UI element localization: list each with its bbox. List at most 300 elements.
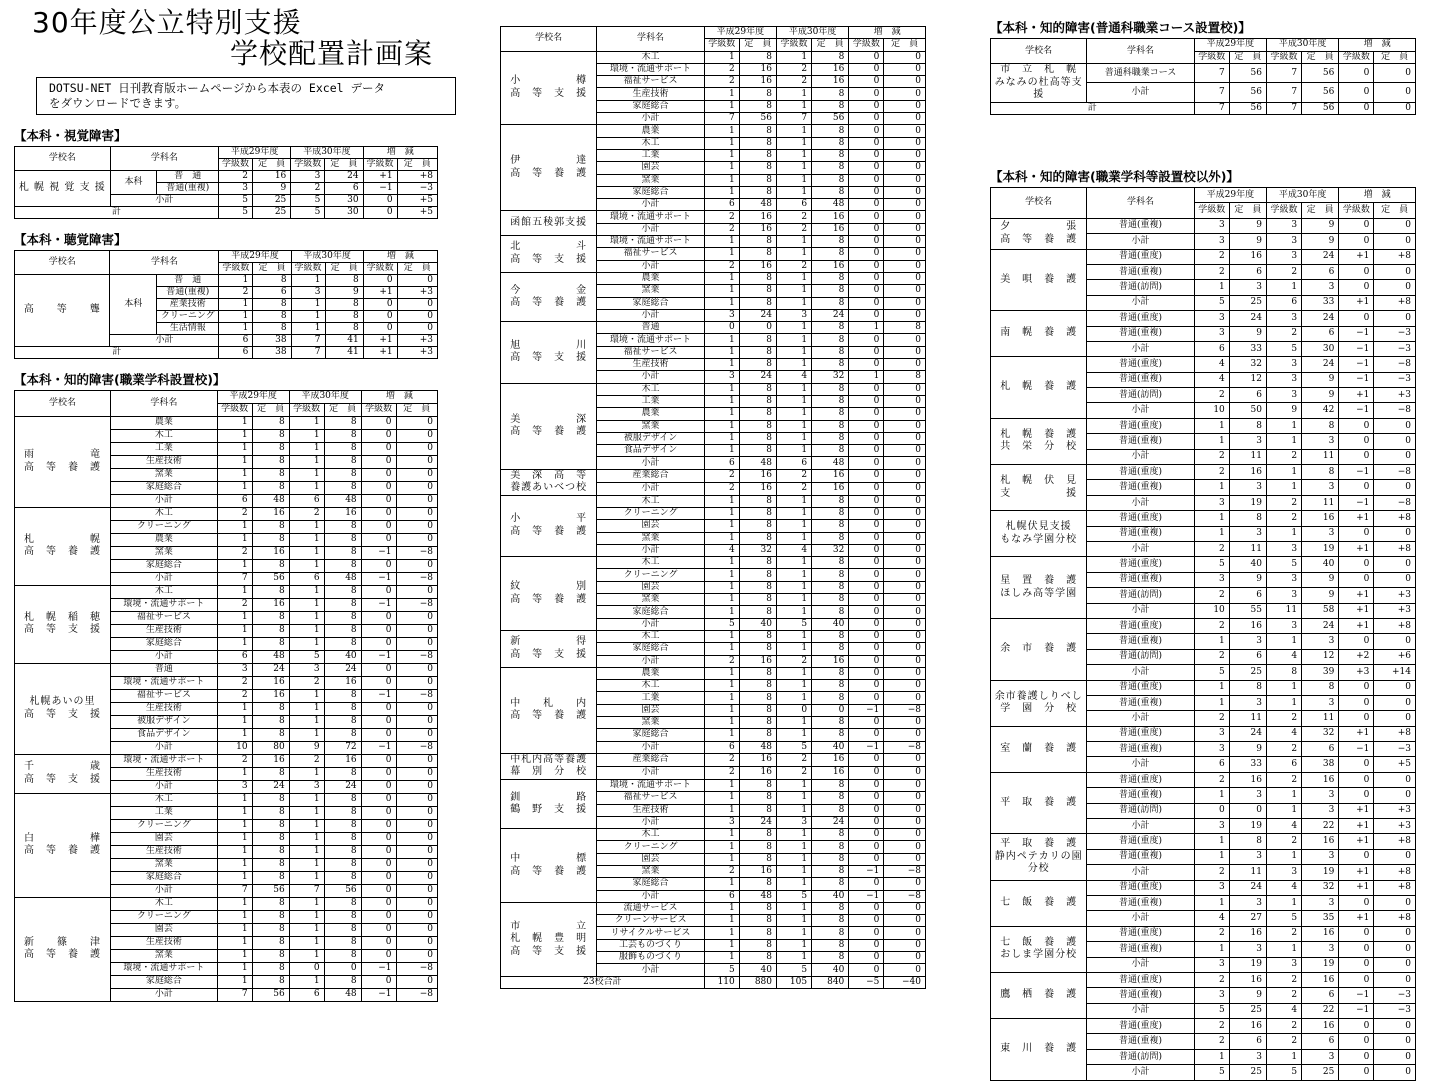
value-cell: 3 [1194,957,1229,972]
value-cell: 5 [777,618,812,630]
department-name: 窯業 [597,594,704,606]
value-cell: −8 [884,704,926,716]
value-cell: 0 [1374,83,1416,102]
value-cell: 0 [849,618,884,630]
value-cell: 0 [884,569,926,581]
school-name: 星 置 養 護 ほしみ高等学園 [991,557,1087,619]
total-label: 計 [991,102,1195,115]
value-cell: 0 [396,975,437,988]
value-cell: 0 [884,927,926,939]
value-cell: 7 [1267,83,1302,102]
department-name: 農業 [597,667,704,679]
value-cell: 5 [1267,1065,1302,1080]
value-cell: 8 [324,598,361,611]
value-cell: 8 [739,346,776,358]
value-cell: 8 [812,829,849,841]
value-cell: 0 [361,702,396,715]
value-cell: 24 [252,780,289,793]
value-cell: 8 [252,897,289,910]
value-cell: 0 [1339,926,1374,941]
value-cell: 8 [252,936,289,949]
value-cell: 2 [289,754,324,767]
value-cell: 0 [396,494,437,507]
value-cell: −8 [884,866,926,878]
value-cell: 3 [1267,572,1302,587]
value-cell: 0 [1339,957,1374,972]
value-cell: 8 [812,383,849,395]
header-y30: 平成30年度 [1267,39,1339,52]
value-cell: 0 [884,211,926,223]
value-cell: 2 [219,286,253,298]
value-cell: 1 [217,585,252,598]
value-cell: 1 [704,630,739,642]
value-cell: 2 [704,866,739,878]
value-cell: 0 [361,559,396,572]
subtotal-label: 小計 [597,482,704,495]
value-cell: 0 [1374,926,1416,941]
value-cell: 3 [1229,695,1266,710]
value-cell: 0 [884,88,926,100]
value-cell: 16 [739,260,776,272]
value-cell: 8 [324,936,361,949]
value-cell: 0 [1374,557,1416,572]
table-row [501,753,926,766]
value-cell: 1 [217,767,252,780]
value-cell: +3 [1374,588,1416,603]
value-cell: 40 [739,964,776,976]
table-row [991,218,1416,233]
subtotal-label: 小計 [597,766,704,779]
value-cell: 0 [884,667,926,679]
value-cell: 11 [1267,603,1302,618]
department-name: 環境・流通サポート [110,676,217,689]
department-name: 工業 [597,149,704,161]
value-cell: 9 [1302,588,1339,603]
department-name: 普通(重度) [1087,880,1194,895]
value-cell: 6 [1267,757,1302,772]
value-cell: −1 [1339,465,1374,480]
subtotal-label: 小計 [110,650,217,663]
department-name: 普通(重度) [1087,926,1194,941]
value-cell: 8 [325,298,363,310]
value-cell: 8 [739,557,776,569]
value-cell: 8 [739,569,776,581]
value-cell: 56 [812,113,849,125]
value-cell: 1 [777,853,812,865]
value-cell: 1 [704,495,739,507]
value-cell: 16 [1229,618,1266,633]
value-cell: 5 [219,194,253,206]
value-cell: 8 [252,520,289,533]
value-cell: 0 [884,63,926,75]
value-cell: −3 [1374,372,1416,387]
value-cell: 0 [884,606,926,618]
department-name: 環境・流通サポート [110,754,217,767]
value-cell: 9 [289,741,324,754]
value-cell: 2 [1194,264,1229,279]
value-cell: 5 [1267,557,1302,572]
department-name: 福祉サービス [597,76,704,88]
value-cell: 3 [704,309,739,321]
value-cell: 3 [1194,218,1229,233]
school-name: 南 幌 養 護 [991,311,1087,357]
value-cell: 8 [324,611,361,624]
subtotal-label: 小計 [597,371,704,383]
value-cell: 3 [217,663,252,676]
value-cell: 6 [704,741,739,753]
value-cell: 8 [812,507,849,519]
value-cell: 2 [217,689,252,702]
department-name: 被服デザイン [597,432,704,444]
department-name: 生産技術 [110,845,217,858]
school-name: 札幌あいの里 高 等 支 援 [15,663,111,754]
value-cell: 1 [704,557,739,569]
value-cell: 0 [361,676,396,689]
value-cell: 1 [704,692,739,704]
value-cell: 16 [252,689,289,702]
value-cell: 16 [812,655,849,667]
value-cell: 7 [289,884,324,897]
total-label: 23校合計 [501,976,705,988]
value-cell: 7 [704,113,739,125]
value-cell: 8 [739,507,776,519]
table-row [991,64,1416,83]
value-cell: 16 [812,76,849,88]
value-cell: 0 [849,804,884,816]
value-cell: 0 [361,468,396,481]
value-cell: 1 [704,804,739,816]
subtotal-label: 小計 [1087,665,1194,680]
value-cell: 6 [325,182,363,194]
value-cell: 0 [396,715,437,728]
value-cell: 1 [217,533,252,546]
header-capacity: 定 員 [252,403,289,416]
value-cell: +1 [1339,618,1374,633]
value-cell: 0 [849,236,884,248]
department-name: 普通(重複) [1087,942,1194,957]
department-name: 環境・流通サポート [110,962,217,975]
department-name: 普通(訪問) [1087,280,1194,295]
value-cell: 0 [849,779,884,791]
value-cell: 0 [884,643,926,655]
value-cell: 8 [812,285,849,297]
value-cell: 0 [849,100,884,112]
value-cell: 0 [849,260,884,272]
value-cell: 80 [252,741,289,754]
value-cell: 1 [291,274,325,286]
value-cell: 8 [812,692,849,704]
value-cell: 1 [1194,280,1229,295]
department-name: 木工 [597,829,704,841]
value-cell: 1 [289,533,324,546]
value-cell: 33 [1229,757,1266,772]
value-cell: 48 [252,650,289,663]
school-name: 小 樽 高 等 支 援 [501,51,597,125]
value-cell: 6 [1302,1034,1339,1049]
value-cell: 1 [704,186,739,198]
value-cell: −1 [1339,495,1374,510]
department-name: 窯業 [110,949,217,962]
department-name: 園芸 [597,520,704,532]
table-row [991,972,1416,987]
value-cell: 0 [1374,280,1416,295]
value-cell: 8 [739,383,776,395]
value-cell: −8 [396,962,437,975]
value-cell: 8 [324,949,361,962]
value-cell: −5 [849,976,884,988]
section-title: 【本科・知的障害(職業学科設置校)】 [14,371,226,387]
header-classes: 学級数 [219,262,253,274]
department-name: 生産技術 [597,359,704,371]
value-cell: 8 [812,334,849,346]
subtotal-label: 小計 [1087,819,1194,834]
value-cell: 8 [884,322,926,334]
department-name: リサイクルサービス [597,927,704,939]
value-cell: 8 [739,100,776,112]
value-cell: 9 [1229,218,1266,233]
value-cell: 8 [812,100,849,112]
value-cell: 8 [812,162,849,174]
value-cell: 9 [1229,326,1266,341]
table-row [501,51,926,63]
value-cell: 16 [252,598,289,611]
value-cell: 0 [884,729,926,741]
department-name: 環境・流通サポート [597,236,704,248]
value-cell: 56 [1229,102,1266,115]
value-cell: −3 [1374,326,1416,341]
value-cell: 1 [777,557,812,569]
value-cell: 1 [777,272,812,284]
value-cell: 0 [1339,849,1374,864]
value-cell: 8 [812,729,849,741]
value-cell: 3 [289,663,324,676]
value-cell: 8 [739,667,776,679]
value-cell: 1 [289,949,324,962]
value-cell: 8 [739,792,776,804]
department-name: 家庭総合 [110,975,217,988]
value-cell: 0 [849,792,884,804]
value-cell: 2 [777,469,812,482]
value-cell: 1 [217,520,252,533]
value-cell: 0 [704,322,739,334]
value-cell: 8 [812,359,849,371]
table-row [991,880,1416,895]
value-cell: 0 [849,853,884,865]
value-cell: −8 [884,890,926,902]
value-cell: 32 [1302,726,1339,741]
value-cell: 0 [1374,942,1416,957]
table-row [15,663,438,676]
value-cell: 0 [849,309,884,321]
value-cell: 0 [884,841,926,853]
value-cell: 19 [1229,957,1266,972]
school-name: 札 幌 高 等 養 護 [15,507,111,585]
value-cell: 0 [849,939,884,951]
department-name: 普通(重複) [1087,372,1194,387]
value-cell: 5 [1194,665,1229,680]
value-cell: 8 [324,767,361,780]
value-cell: 1 [289,429,324,442]
value-cell: 2 [217,676,252,689]
value-cell: 0 [884,594,926,606]
value-cell: 0 [849,692,884,704]
value-cell: 1 [289,728,324,741]
value-cell: 8 [812,717,849,729]
value-cell: 0 [884,285,926,297]
value-cell: 19 [1229,819,1266,834]
value-cell: 0 [396,611,437,624]
value-cell: 0 [361,728,396,741]
table-row [991,926,1416,941]
table-row [991,1019,1416,1034]
value-cell: 25 [253,206,291,218]
value-cell: 0 [884,445,926,457]
value-cell: 0 [1339,634,1374,649]
value-cell: 0 [884,507,926,519]
value-cell: +3 [1374,388,1416,403]
header-capacity: 定 員 [324,403,361,416]
value-cell: 3 [1267,372,1302,387]
school-name: 中 札 内 高 等 養 護 [501,667,597,753]
value-cell: 8 [252,637,289,650]
department-name: 普通(重複) [157,182,219,194]
school-name: 札 幌 伏 見 支 援 [991,465,1087,511]
department-name: 木工 [110,793,217,806]
value-cell: 3 [1302,803,1339,818]
value-cell: 0 [849,557,884,569]
value-cell: 0 [884,420,926,432]
value-cell: 0 [849,520,884,532]
value-cell: 25 [1229,1065,1266,1080]
value-cell: 1 [704,297,739,309]
department-name: 普通(重複) [1087,480,1194,495]
value-cell: 1 [1267,803,1302,818]
value-cell: 6 [217,650,252,663]
header-y29: 平成29年度 [219,250,291,262]
value-cell: 16 [1302,772,1339,787]
value-cell: 2 [1267,326,1302,341]
value-cell: 1 [777,507,812,519]
value-cell: 1 [289,520,324,533]
value-cell: 8 [739,359,776,371]
value-cell: 5 [291,194,325,206]
value-cell: 1 [704,952,739,964]
value-cell: 9 [1229,988,1266,1003]
total-row [991,102,1416,115]
value-cell: 8 [739,853,776,865]
value-cell: 2 [704,260,739,272]
value-cell: 1 [1267,280,1302,295]
table-row [991,834,1416,849]
value-cell: 8 [812,804,849,816]
department-name: 福祉サービス [597,346,704,358]
value-cell: 1 [217,858,252,871]
value-cell: 1 [1194,788,1229,803]
value-cell: 7 [1194,83,1229,102]
department-name: 普通(重度) [1087,680,1194,695]
department-name: 窯業 [597,717,704,729]
value-cell: 2 [289,507,324,520]
value-cell: 7 [1194,64,1229,83]
value-cell: 3 [1302,1049,1339,1064]
value-cell: 8 [812,792,849,804]
value-cell: 1 [704,88,739,100]
department-name: 木工 [110,429,217,442]
table-row [991,680,1416,695]
school-name: 七 飯 養 護 [991,880,1087,926]
value-cell: 1 [217,962,252,975]
value-cell: 7 [217,988,252,1001]
department-name: 園芸 [597,853,704,865]
value-cell: 1 [849,322,884,334]
value-cell: 0 [884,457,926,469]
value-cell: 8 [252,871,289,884]
value-cell: 2 [1267,834,1302,849]
department-name: 普通(重複) [1087,895,1194,910]
department-name: 普通(重複) [1087,264,1194,279]
value-cell: 0 [361,585,396,598]
value-cell: 1 [1267,480,1302,495]
value-cell: 1 [777,408,812,420]
value-cell: 0 [396,468,437,481]
value-cell: 16 [1302,1019,1339,1034]
value-cell: 8 [325,322,363,334]
school-name: 今 金 高 等 養 護 [501,272,597,321]
subtotal-label: 小計 [110,741,217,754]
value-cell: 3 [291,170,325,182]
department-name: 生産技術 [597,804,704,816]
value-cell: 8 [812,520,849,532]
header-capacity: 定 員 [1229,51,1266,64]
value-cell: 1 [704,395,739,407]
value-cell: 0 [884,520,926,532]
value-cell: 56 [1302,83,1339,102]
value-cell: 19 [1229,495,1266,510]
value-cell: 0 [884,964,926,976]
value-cell: 1 [704,667,739,679]
value-cell: 16 [1302,511,1339,526]
value-cell: 8 [253,274,291,286]
value-cell: 0 [361,663,396,676]
value-cell: 8 [812,346,849,358]
value-cell: 0 [1374,788,1416,803]
header-y30: 平成30年度 [291,250,363,262]
value-cell: 1 [777,520,812,532]
value-cell: 0 [396,429,437,442]
value-cell: 8 [324,702,361,715]
department-name: 普通(重度) [1087,249,1194,264]
value-cell: +8 [1374,880,1416,895]
value-cell: 3 [1229,634,1266,649]
header-y29: 平成29年度 [1194,39,1266,52]
value-cell: 16 [812,766,849,779]
value-cell: 8 [253,310,291,322]
value-cell: 1 [777,915,812,927]
value-cell: 30 [325,206,363,218]
school-name: 美 深 高 等 養 護 [501,383,597,469]
value-cell: 3 [1302,634,1339,649]
value-cell: 1 [1194,418,1229,433]
value-cell: 0 [396,754,437,767]
value-cell: 2 [1267,511,1302,526]
value-cell: 56 [252,988,289,1001]
value-cell: 3 [1302,849,1339,864]
value-cell: 0 [849,174,884,186]
header-school: 学校名 [991,39,1087,64]
value-cell: +3 [1374,819,1416,834]
value-cell: +8 [1374,726,1416,741]
value-cell: 0 [1339,1049,1374,1064]
